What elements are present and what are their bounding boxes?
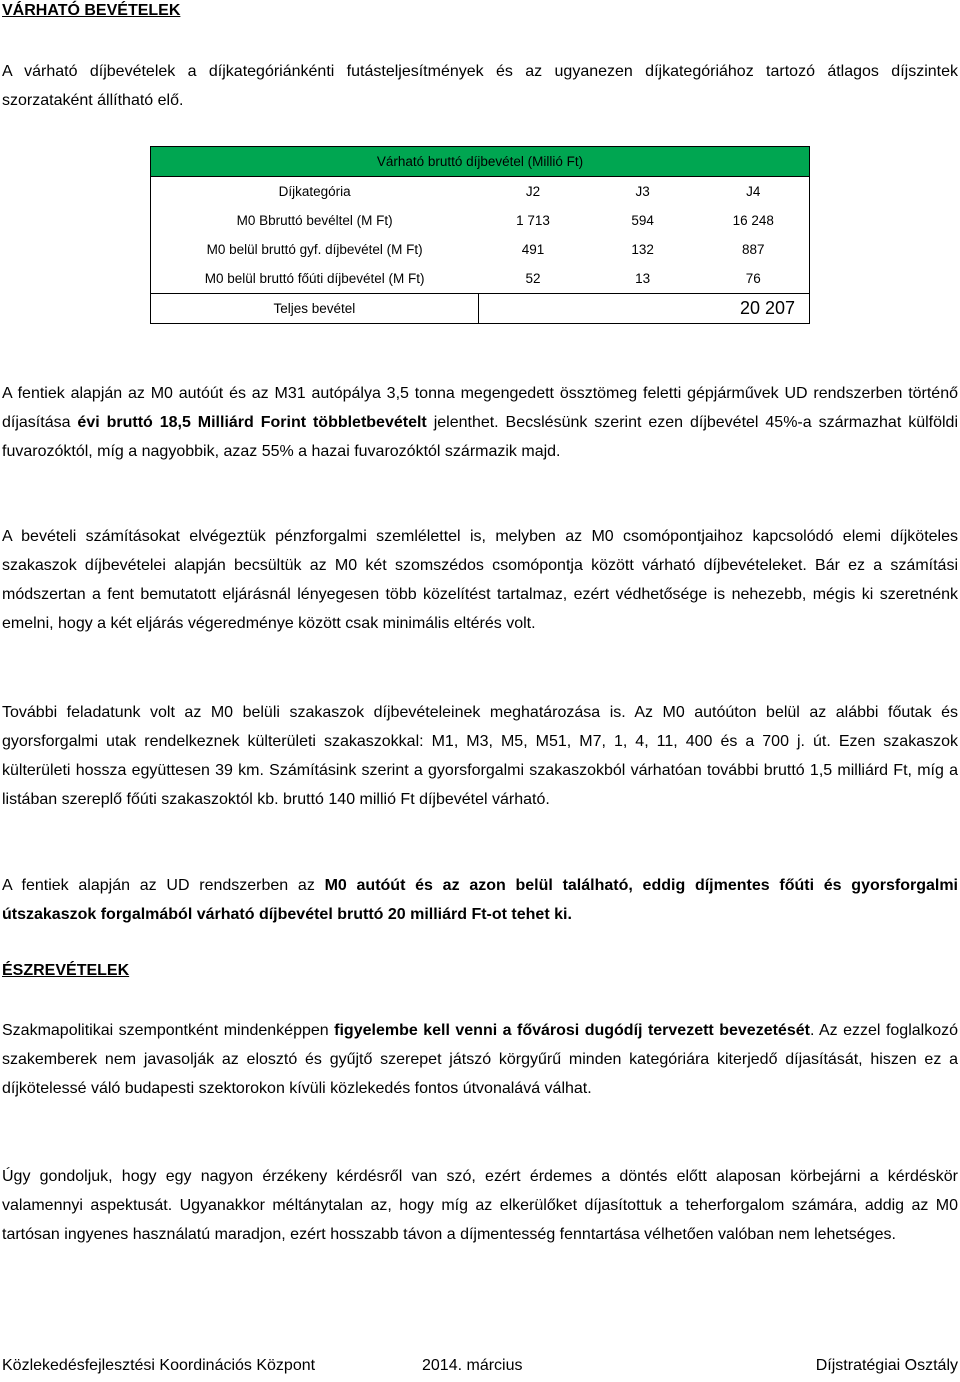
table-cell: 491 <box>521 242 545 257</box>
paragraph-cashflow-method: A bevételi számításokat elvégeztük pénzforgalmi szemlélettel is, melyben az M0 csomópontjaihoz kapcsolódó elemi díjköteles szakaszok díjbevételei alapján becsültük az M0 két szomszédos csomópontja között várható díjbevételeket. Bár ez a számítási módszertan a fent bemutatott eljárásnál lényegesen több közelítést tartalmaz, ezért védhetősége is nehezebb, mégis ki szeretnénk emelni, hogy a két eljárás végeredménye között csak minimális eltérés volt. <box>2 528 958 632</box>
table-title: Várható bruttó díjbevétel (Millió Ft) <box>151 147 810 177</box>
paragraph-text: . Az ezzel foglalkozó szakemberek nem javasolják az elosztó és gyűjtő szerepet játszó körgyűrű minden kategóriára kiterjedő díjasítását, hiszen ez a díjkötelessé váló budapesti szektorokon kívüli közlekedés fontos útvonalává válhat. <box>2 1022 959 1097</box>
table-cell: 16 248 <box>732 213 774 228</box>
revenue-table-wrap <box>150 146 810 324</box>
table-cell: 1 713 <box>516 213 550 228</box>
table-cell: M0 belül bruttó főúti díjbevétel (M Ft) <box>204 271 425 286</box>
table-cell: 76 <box>745 271 761 286</box>
footer-department: Díjstratégiai Osztály <box>815 1357 958 1374</box>
paragraph-conclusion <box>2 871 958 929</box>
paragraph-inner-sections: További feladatunk volt az M0 belüli szakaszok díjbevételeinek meghatározása is. Az M0 autóúton belül az alábbi főutak és gyorsforgalmi utak rendelkeznek külterületi szakaszokkal: M1, M3, M5, M51, M7, 1, 4, 11, 400 és a 700 j. út. Ezen szakaszok külterületi hossza együttesen 39 km. Számításink szerint a gyorsforgalmi szakaszokból várhatóan további bruttó 1,5 milliárd Ft, míg a listában szereplő főúti szakaszoktól kb. bruttó 140 millió Ft díjbevétel várható. <box>2 704 958 808</box>
footer-date: 2014. március <box>422 1357 523 1374</box>
paragraph-bold-text: M0 autóút és az azon belül található, eddig díjmentes főúti és gyorsforgalmi útszakaszok forgalmából várható díjbevétel bruttó 20 milliárd Ft-ot tehet ki. <box>2 877 958 923</box>
paragraph-bold-text: figyelembe kell venni a fővárosi dugódíj tervezett bevezetését <box>334 1022 810 1039</box>
table-cell: 132 <box>631 242 654 257</box>
table-row <box>151 206 810 235</box>
table-header-cell: J4 <box>697 177 809 207</box>
paragraph-revenue-summary <box>2 379 958 466</box>
paragraph-text: A fentiek alapján az M0 autóút és az M31 autópálya 3,5 tonna megengedett össztömeg feletti gépjárművek UD rendszerben történő díjasítása <box>2 385 958 431</box>
revenue-table <box>150 146 810 324</box>
table-cell: 887 <box>741 242 765 257</box>
total-label: Teljes bevétel <box>151 294 479 324</box>
table-cell: 52 <box>525 271 541 286</box>
paragraph-sensitive-question: Úgy gondoljuk, hogy egy nagyon érzékeny kérdésről van szó, ezért érdemes a döntés előtt alaposan körbejárni a kérdéskör valamennyi aspektusát. Ugyanakkor méltánytalan az, hogy míg az elkerülőket díjasítottuk a teherforgalom számára, addig az M0 tartósan ingyenes használatú maradjon, ezért hosszabb távon a díjmentesség fenntartása vélhetően valóban nem lehetséges. <box>2 1168 958 1243</box>
page-footer <box>2 1357 958 1379</box>
total-value: 20 207 <box>478 294 809 324</box>
paragraph-bold-text: évi bruttó 18,5 Milliárd Forint többletbevételt <box>77 414 427 431</box>
table-header-cell: Díjkategória <box>151 177 479 207</box>
table-total-row <box>151 294 810 324</box>
table-header-row <box>151 177 810 207</box>
table-row <box>151 264 810 294</box>
table-cell: 594 <box>631 213 654 228</box>
paragraph-text: Szakmapolitikai szempontként mindenképpen <box>2 1022 335 1039</box>
intro-paragraph: A várható díjbevételek a díjkategóriánkénti futásteljesítmények és az ugyanezen díjkategóriához tartozó átlagos díjszintek szorzataként állítható elő. <box>2 63 958 109</box>
table-cell: 13 <box>635 271 651 286</box>
paragraph-text: jelenthet. Becslésünk szerint ezen díjbevétel 45%-a származhat külföldi fuvarozóktól, míg a nagyobbik, azaz 55% a hazai fuvarozóktól származik majd. <box>2 414 958 460</box>
table-cell: M0 Bbruttó bevéltel (M Ft) <box>236 213 393 228</box>
footer-organization: Közlekedésfejlesztési Koordinációs Központ <box>2 1357 316 1374</box>
table-header-cell: J3 <box>588 177 698 207</box>
table-cell: M0 belül bruttó gyf. díjbevétel (M Ft) <box>206 242 423 257</box>
section-heading-remarks: ÉSZREVÉTELEK <box>2 962 130 979</box>
paragraph-congestion-charge <box>2 1016 958 1103</box>
table-header-cell: J2 <box>478 177 588 207</box>
section-heading-expected-revenue: VÁRHATÓ BEVÉTELEK <box>2 2 181 19</box>
paragraph-text: A fentiek alapján az UD rendszerben az <box>2 877 325 894</box>
table-row <box>151 235 810 264</box>
